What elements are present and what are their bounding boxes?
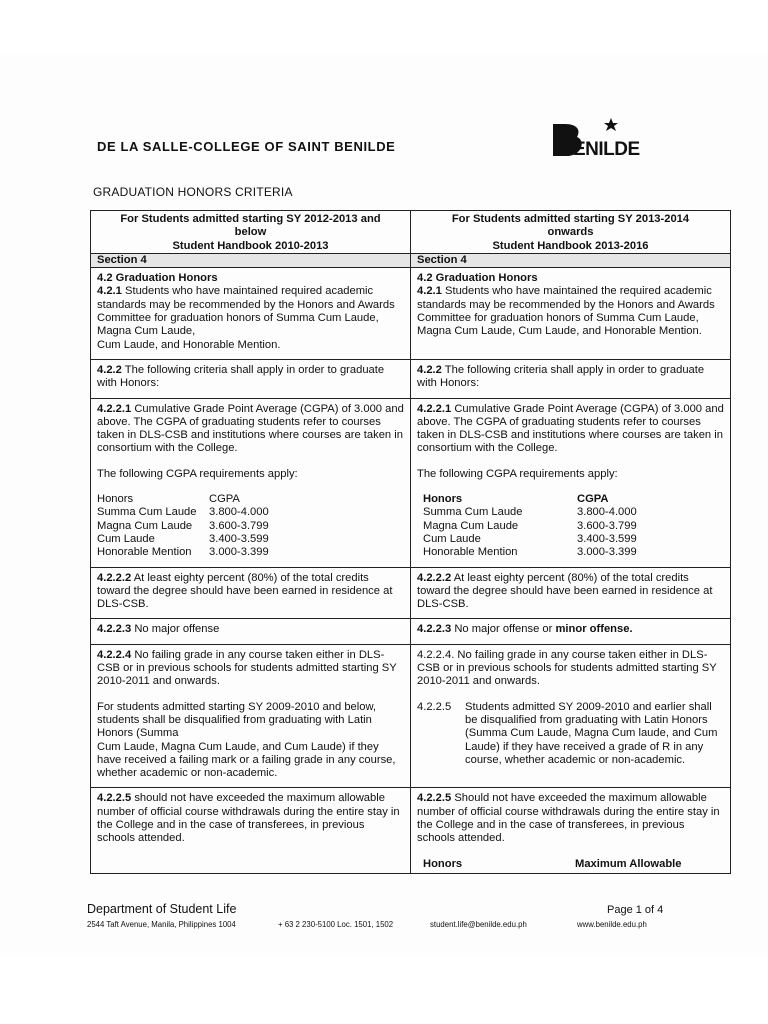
table-cell: 4.2 Graduation Honors 4.2.1 Students who have maintained the required academic standards may be recommended by the Honors and Awards Committee for graduation honors of Summa Cum Laude, Magna Cum Laude, Cum Laude, and Honorable Mention. bbox=[411, 268, 731, 360]
criteria-table bbox=[90, 210, 731, 874]
table-cell: 4.2.2 The following criteria shall apply in order to graduate with Honors: bbox=[411, 359, 731, 398]
table-cell: 4.2.2.3 No major offense or minor offense. bbox=[411, 619, 731, 644]
footer-email[interactable]: student.life@benilde.edu.ph bbox=[430, 920, 527, 929]
footer-phone: + 63 2 230-5100 Loc. 1501, 1502 bbox=[278, 920, 394, 929]
table-cell: 4.2.2.2 At least eighty percent (80%) of the total credits toward the degree should have been earned in residence at DLS-CSB. bbox=[91, 567, 411, 619]
section-label: Section 4 bbox=[411, 253, 731, 267]
table-row bbox=[91, 567, 731, 619]
footer-department: Department of Student Life bbox=[87, 902, 237, 916]
table-header-row bbox=[91, 211, 731, 254]
withdrawal-header: Honors Maximum Allowable bbox=[423, 857, 682, 870]
table-row bbox=[91, 359, 731, 398]
section-row bbox=[91, 253, 731, 267]
document-title: GRADUATION HONORS CRITERIA bbox=[93, 185, 293, 199]
table-row bbox=[91, 268, 731, 360]
table-cell: 4.2 Graduation Honors 4.2.1 Students who have maintained required academic standards may be recommended by the Honors and Awards Committee for graduation honors of Summa Cum Laude, Magna Cum Laude, Cum Laude, and Honorable Mention. bbox=[91, 268, 411, 360]
table-cell: 4.2.2.4 No failing grade in any course taken either in DLS-CSB or in previous schools for students admitted starting SY 2010-2011 and onwards. For students admitted starting SY 2009-2010 and below, students shall be disqualified from graduating with Latin Honors (Summa Cum Laude, Magna Cum Laude, and Cum Laude) if they have received a failing mark or a failing grade in any course, whether academic or non-academic. bbox=[91, 644, 411, 788]
table-cell: 4.2.2.2 At least eighty percent (80%) of the total credits toward the degree should have been earned in residence at DLS-CSB. bbox=[411, 567, 731, 619]
right-column-header: For Students admitted starting SY 2013-2014 onwards Student Handbook 2013-2016 bbox=[411, 211, 731, 254]
table-row bbox=[91, 788, 731, 873]
page-number: Page 1 of 4 bbox=[607, 904, 664, 916]
svg-text:ENILDE: ENILDE bbox=[573, 139, 640, 160]
table-cell: 4.2.2.1 Cumulative Grade Point Average (CGPA) of 3.000 and above. The CGPA of graduating students refer to courses taken in DLS-CSB and institutions where courses are taken in consortium with the College. The following CGPA requirements apply: Honors CGPA Summa Cum Laude 3.800-4.000 Magna Cum Laude 3.600-3.799 Cum Laude 3.400-3.599 Honorable Mention 3.000-3.399 bbox=[91, 398, 411, 567]
table-row bbox=[91, 398, 731, 567]
table-cell: 4.2.2.5 should not have exceeded the maximum allowable number of official course withdrawals during the entire stay in the College and in the case of transferees, in previous schools attended. bbox=[91, 788, 411, 873]
table-cell: 4.2.2.5 Should not have exceeded the maximum allowable number of official course withdrawals during the entire stay in the College and in the case of transferees, in previous schools attended. Honors Maximum Allowable bbox=[411, 788, 731, 873]
table-row bbox=[91, 619, 731, 644]
footer-website[interactable]: www.benilde.edu.ph bbox=[577, 920, 647, 929]
left-column-header: For Students admitted starting SY 2012-2013 and below Student Handbook 2010-2013 bbox=[91, 211, 411, 254]
table-cell: 4.2.2.4. No failing grade in any course taken either in DLS-CSB or in previous schools for students admitted starting SY 2010-2011 and onwards. 4.2.2.5 Students admitted SY 2009-2010 and earlier shall be disqualified from graduating with Latin Honors (Summa Cum Laude, Magna Cum laude, and Cum Laude) if they have received a grade of R in any course, whether academic or non-academic. bbox=[411, 644, 731, 788]
table-cell: 4.2.2.1 Cumulative Grade Point Average (CGPA) of 3.000 and above. The CGPA of graduating students refer to courses taken in DLS-CSB and institutions where courses are taken in consortium with the College. The following CGPA requirements apply: Honors CGPA Summa Cum Laude 3.800-4.000 Magna Cum Laude 3.600-3.799 Cum Laude 3.400-3.599 Honorable Mention 3.000-3.399 bbox=[411, 398, 731, 567]
table-cell: 4.2.2.3 No major offense bbox=[91, 619, 411, 644]
cgpa-table: Honors CGPA Summa Cum Laude 3.800-4.000 Magna Cum Laude 3.600-3.799 Cum Laude 3.400-3.599 Honorable Mention 3.000-3.399 bbox=[423, 493, 637, 559]
cgpa-table: Honors CGPA Summa Cum Laude 3.800-4.000 Magna Cum Laude 3.600-3.799 Cum Laude 3.400-3.599 Honorable Mention 3.000-3.399 bbox=[97, 493, 269, 559]
institution-name: DE LA SALLE-COLLEGE OF SAINT BENILDE bbox=[97, 139, 396, 154]
footer-address: 2544 Taft Avenue, Manila, Philippines 1004 bbox=[87, 920, 236, 929]
table-cell: 4.2.2 The following criteria shall apply in order to graduate with Honors: bbox=[91, 359, 411, 398]
table-row bbox=[91, 644, 731, 788]
benilde-logo bbox=[551, 116, 661, 164]
section-label: Section 4 bbox=[91, 253, 411, 267]
